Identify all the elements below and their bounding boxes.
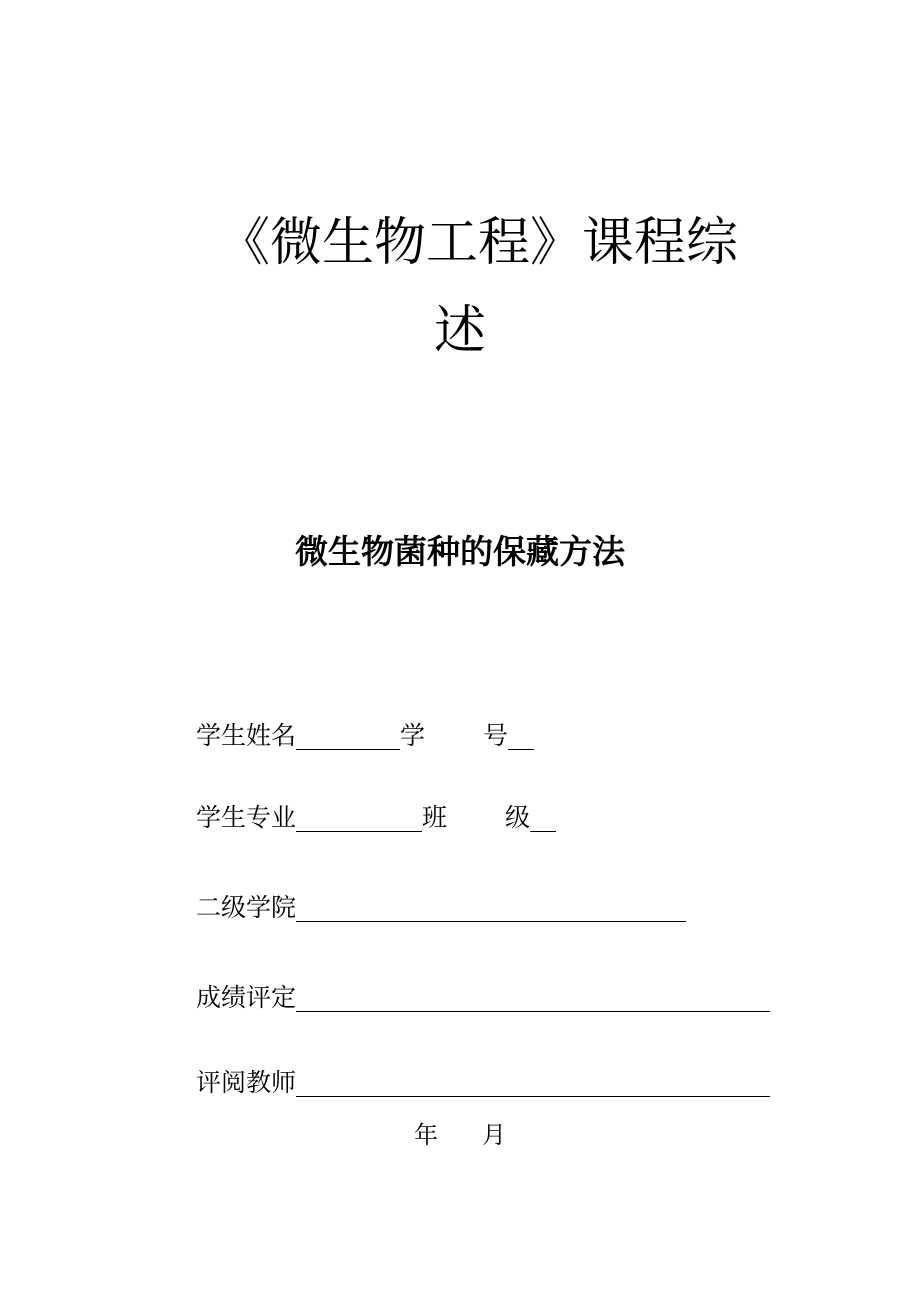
- major-blank[interactable]: [296, 803, 422, 832]
- teacher-label: 评阅教师: [196, 1068, 297, 1097]
- date-year-label: 年: [414, 1121, 438, 1149]
- student-name-blank[interactable]: [296, 721, 400, 750]
- subtitle-text: 微生物菌种的保藏方法: [295, 532, 625, 571]
- student-id-blank[interactable]: [508, 721, 534, 750]
- college-row: [196, 890, 686, 926]
- subtitle: [0, 530, 920, 574]
- class-blank[interactable]: [530, 803, 556, 832]
- college-label: 二级学院: [196, 893, 297, 922]
- teacher-blank[interactable]: [296, 1068, 770, 1097]
- title-line-2: 述: [434, 301, 487, 361]
- student-id-label-1: 学: [400, 721, 426, 750]
- college-blank[interactable]: [296, 893, 686, 922]
- student-name-label: 学生姓名: [196, 721, 297, 750]
- teacher-row: [196, 1065, 770, 1101]
- class-label-1: 班: [422, 803, 448, 832]
- class-label-2: 级: [505, 803, 531, 832]
- grade-blank[interactable]: [296, 983, 770, 1012]
- date-month-label: 月: [482, 1121, 506, 1149]
- major-label: 学生专业: [196, 803, 297, 832]
- student-name-row: [196, 718, 534, 754]
- student-major-row: [196, 800, 556, 836]
- grade-row: [196, 980, 770, 1016]
- grade-label: 成绩评定: [196, 983, 297, 1012]
- title-line-1: 《微生物工程》课程综: [218, 213, 739, 273]
- student-id-label-2: 号: [483, 721, 509, 750]
